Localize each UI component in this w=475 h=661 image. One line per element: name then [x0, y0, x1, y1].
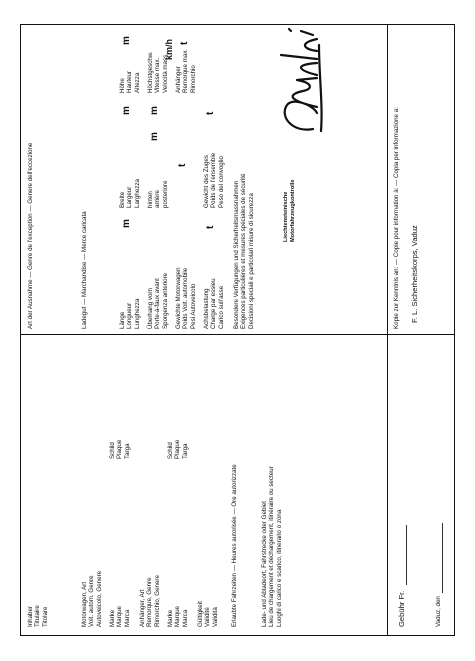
footer-rule-left: [387, 335, 388, 635]
owner-label: Inhaber Titulaire Titolare: [27, 605, 49, 627]
date-line: [442, 523, 443, 593]
signature-image: [273, 15, 331, 135]
width-label: Breite Largeur Larghezza: [119, 179, 141, 208]
max-speed-label: Höchstgeschw. Vitesse max. Velocità mass.: [147, 51, 169, 93]
motor-vehicle-plate-label: Schild Plaque Targa: [109, 439, 131, 459]
copy-recipient: F. L. Sicherheitskorps, Vaduz: [410, 225, 419, 323]
trailer-weight-label: Anhänger Remorque max. Rimorchio: [175, 48, 197, 93]
speed-unit: km/h: [164, 38, 174, 60]
cargo-label: Ladegut — Marchandise — Merce caricata: [81, 211, 88, 329]
trailer-weight-unit: t: [179, 41, 190, 45]
train-weight-unit: t: [205, 111, 216, 115]
section-divider: [21, 334, 454, 335]
rear-overhang-unit: m: [149, 106, 160, 115]
axle-load-label: Achsbelastung Charge par essieu Carico sull'asse: [203, 278, 225, 329]
route-label: Lade- und Abladeort, Fahrstrecke oder Gebiet Lieu de chargement et déchargement, itinéraire ou secteur Luoghi di carico e scarico, itinerario o zona: [261, 466, 283, 627]
trailer-label: Anhänger, Art Remorque, Genre Rimorchio, Genere: [139, 575, 161, 627]
height-label: Höhe Hauteur Altezza: [119, 70, 141, 93]
motor-vehicle-label: Motorwagen, Art Voit. autom. Genre Autoveicolo, Genere: [81, 570, 103, 627]
official-stamp: Liechtensteinische Motorfahrzeugkontrolle: [283, 179, 296, 242]
height-unit: m: [121, 36, 132, 45]
width-unit: m: [121, 106, 132, 115]
motor-vehicle-mark-label: Marke Marque Marca: [109, 606, 131, 627]
length-unit: m: [121, 219, 132, 228]
footer-rule-right: [387, 25, 388, 335]
length-label: Länge Longueur Lunghezza: [119, 298, 141, 329]
special-measures-label: Besondere Verfügungen und Sicherheitsmassnahmen Exigences particulières et mesures spéciales de sécurité Decisioni speciali e particolari misure di sicurezza: [233, 173, 255, 329]
place-date-label: Vaduz, den: [435, 596, 442, 627]
allowed-times-label: Erlaubte Fahrzeiten — Heures autorisée — Ore autorizzate: [231, 464, 238, 627]
fee-label: Gebühr Fr.: [397, 590, 406, 627]
trailer-plate-label: Schild Plaque Targa: [167, 439, 189, 459]
train-weight-label: Gewicht des Zuges Poids de l'ensemble Peso del convoglio: [203, 152, 225, 208]
exception-kind-header: Art der Ausnahme — Genre de l'exception — Genere dell'eccezione: [27, 142, 34, 329]
trailer-mark-label: Marke Marque Marca: [167, 606, 189, 627]
motor-weight-unit: t: [177, 163, 188, 167]
front-overhang-unit: m: [149, 132, 160, 141]
weights-label: Gewichte Motorwagen Poids Voit. automobile Pesi Autoveicolo: [175, 267, 197, 329]
front-overhang-label: Überhang vorn Porte-à-faux avant Sporgenza anteriore: [147, 272, 169, 329]
axle-load-unit: t: [205, 225, 216, 229]
rear-overhang-label: hinten arrière posteriore: [147, 180, 169, 208]
fee-line: [406, 525, 407, 585]
validity-label: Gültigkeit Validité Validità: [197, 601, 219, 627]
copy-to-label: Kopie zur Kenntnis an: — Copie pour information à: — Copia per informazione a:: [393, 107, 400, 329]
exception-permit-form: [20, 24, 455, 636]
